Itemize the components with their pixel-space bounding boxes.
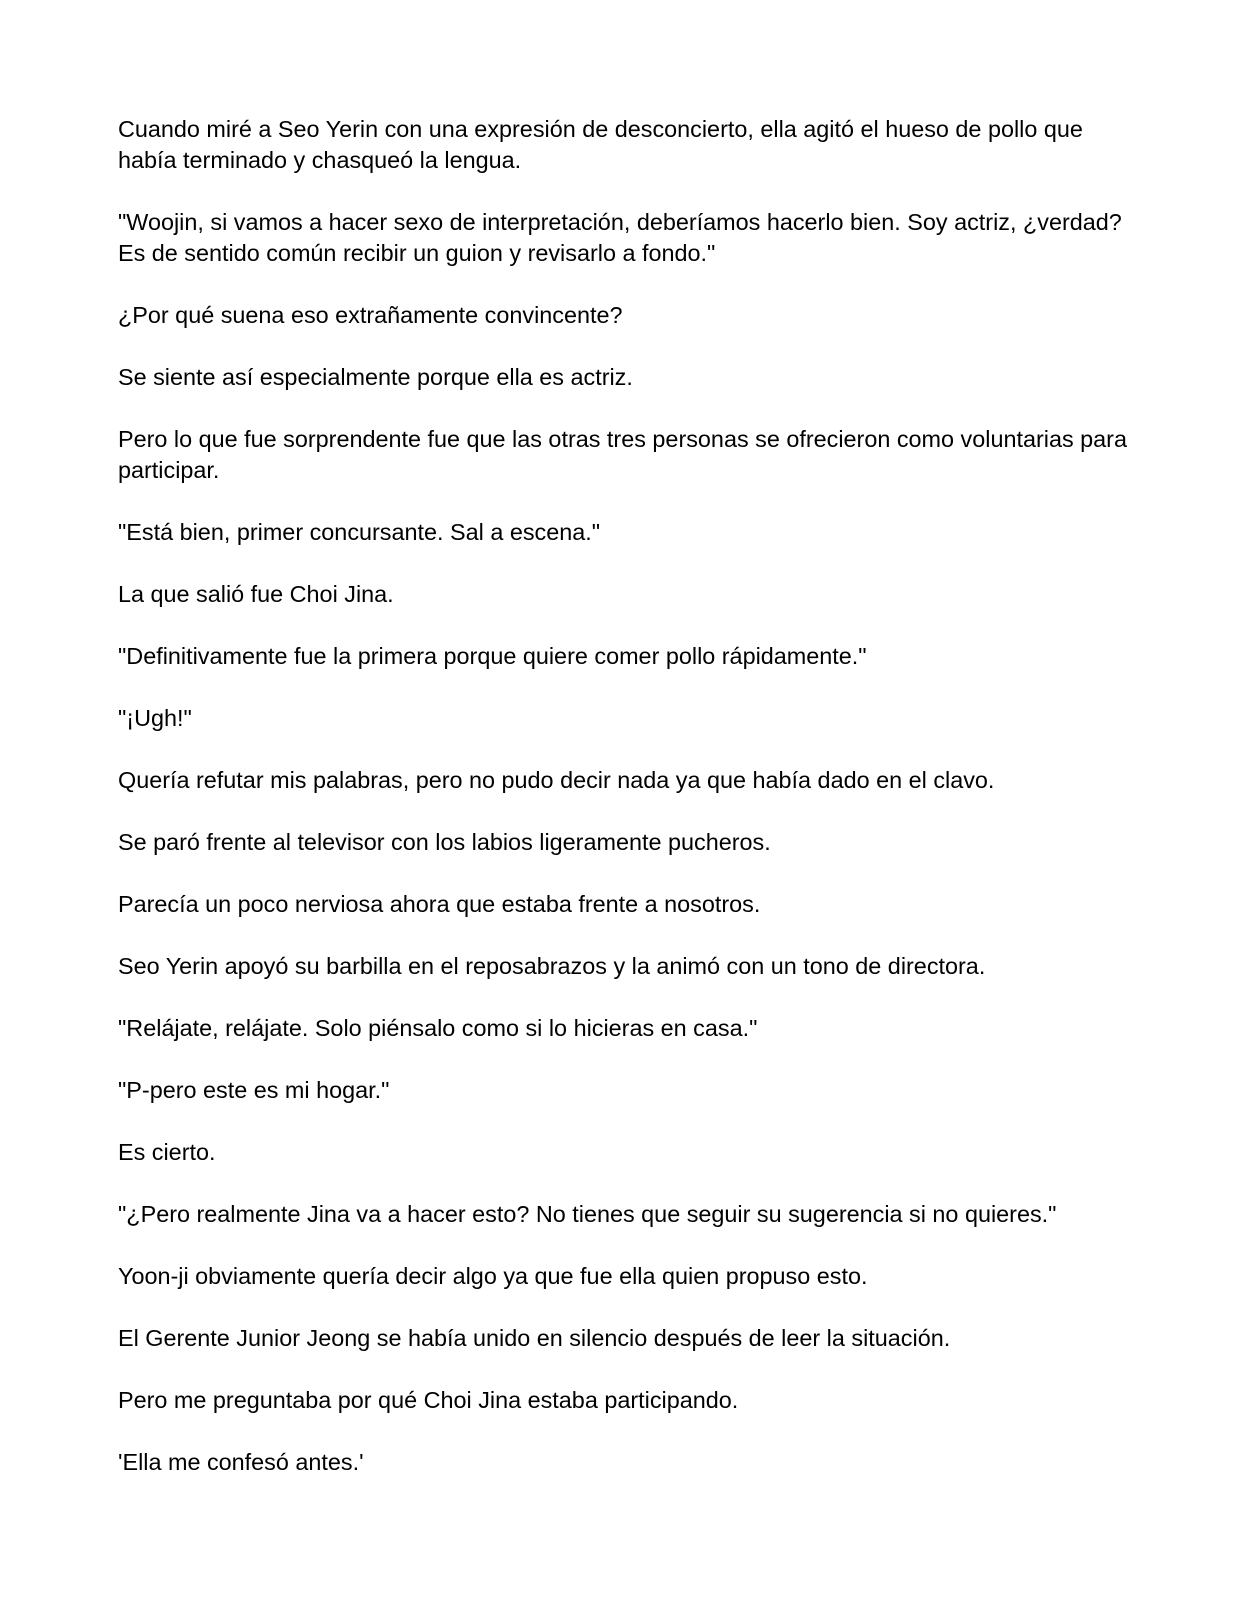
- paragraph: "Está bien, primer concursante. Sal a escena.": [118, 519, 601, 545]
- paragraph: Es cierto.: [118, 1139, 216, 1165]
- paragraph: Yoon-ji obviamente quería decir algo ya que fue ella quien propuso esto.: [118, 1263, 868, 1289]
- paragraph: "Definitivamente fue la primera porque quiere comer pollo rápidamente.": [118, 643, 867, 669]
- paragraph: La que salió fue Choi Jina.: [118, 581, 394, 607]
- paragraph: "P-pero este es mi hogar.": [118, 1077, 390, 1103]
- paragraph: 'Ella me confesó antes.': [118, 1449, 364, 1475]
- paragraph: "¿Pero realmente Jina va a hacer esto? No tienes que seguir su sugerencia si no quieres.": [118, 1201, 1057, 1227]
- paragraph: "¡Ugh!": [118, 705, 192, 731]
- paragraph: Pero me preguntaba por qué Choi Jina estaba participando.: [118, 1387, 739, 1413]
- paragraph: Seo Yerin apoyó su barbilla en el reposabrazos y la animó con un tono de directora.: [118, 953, 986, 979]
- paragraph: "Relájate, relájate. Solo piénsalo como si lo hicieras en casa.": [118, 1015, 758, 1041]
- paragraph: Pero lo que fue sorprendente fue que las otras tres personas se ofrecieron como voluntarias para participar.: [118, 426, 1127, 483]
- paragraph: Se siente así especialmente porque ella es actriz.: [118, 364, 633, 390]
- paragraph: Quería refutar mis palabras, pero no pudo decir nada ya que había dado en el clavo.: [118, 767, 995, 793]
- paragraph: Se paró frente al televisor con los labios ligeramente pucheros.: [118, 829, 771, 855]
- paragraph: Parecía un poco nerviosa ahora que estaba frente a nosotros.: [118, 891, 761, 917]
- document-body: [118, 114, 1128, 1478]
- paragraph: "Woojin, si vamos a hacer sexo de interpretación, deberíamos hacerlo bien. Soy actriz, ¿verdad? Es de sentido común recibir un guion y revisarlo a fondo.": [118, 209, 1122, 266]
- paragraph: ¿Por qué suena eso extrañamente convincente?: [118, 302, 623, 328]
- paragraph: El Gerente Junior Jeong se había unido en silencio después de leer la situación.: [118, 1325, 951, 1351]
- paragraph: Cuando miré a Seo Yerin con una expresión de desconcierto, ella agitó el hueso de pollo que había terminado y chasqueó la lengua.: [118, 116, 1083, 173]
